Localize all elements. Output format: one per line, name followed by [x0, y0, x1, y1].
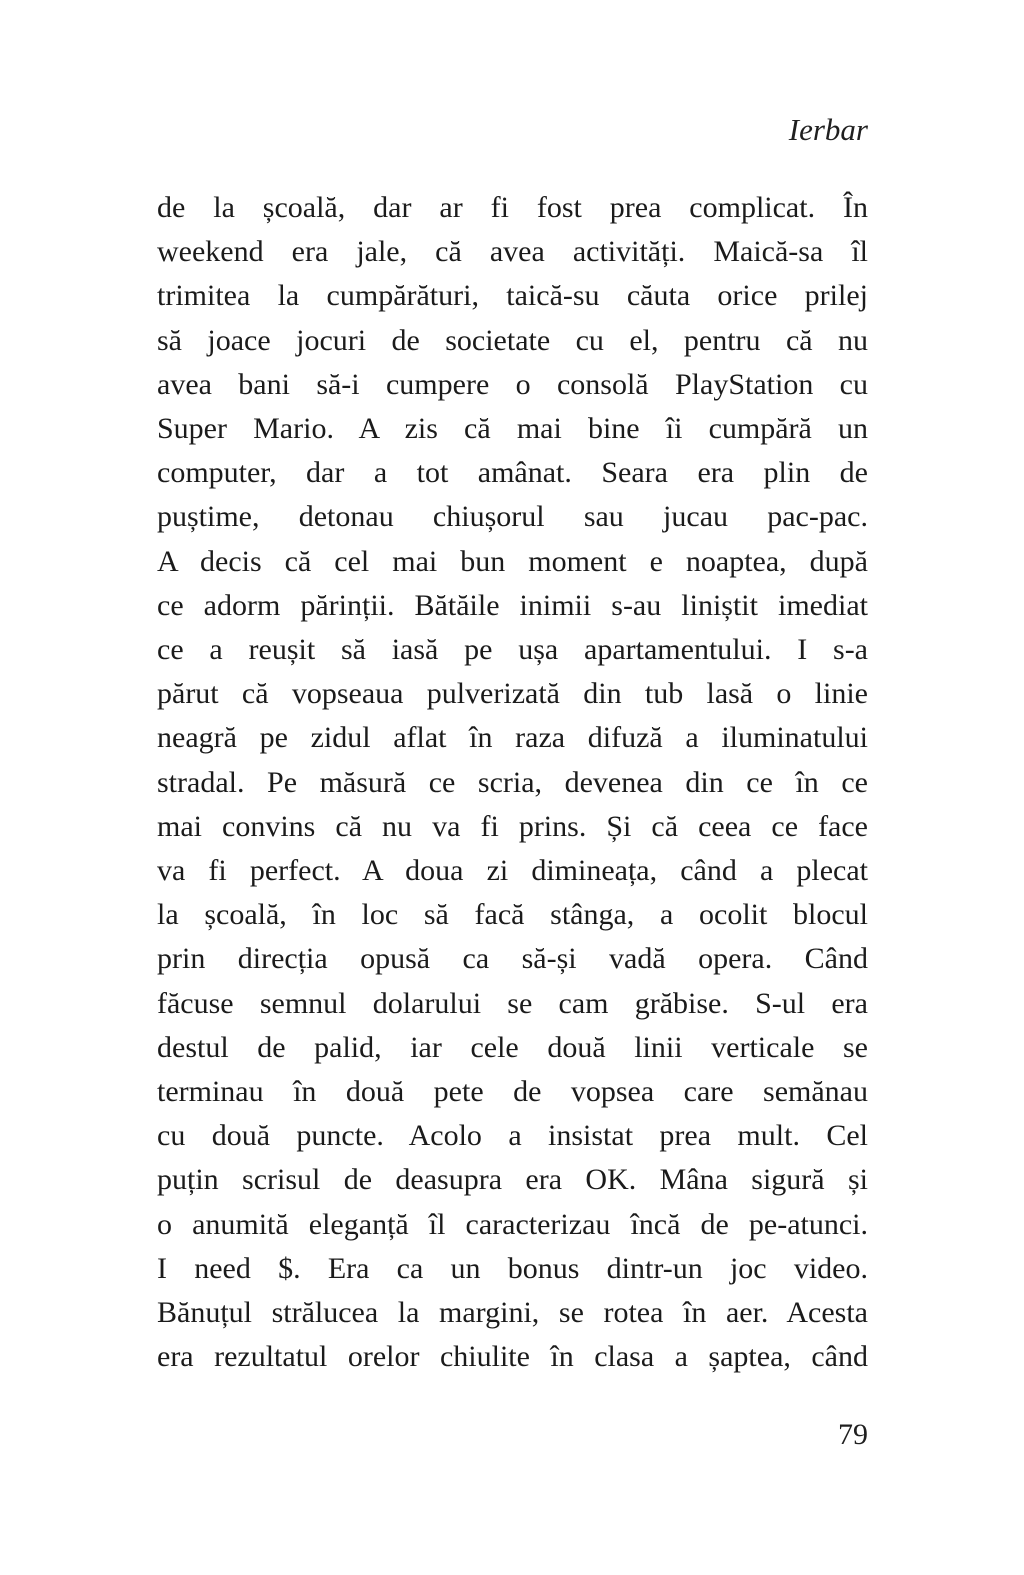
body-line: computer, dar a tot amânat. Seara era plin de [157, 456, 868, 490]
body-line: neagră pe zidul aflat în raza difuză a iluminatului [157, 721, 868, 755]
body-line: să joace jocuri de societate cu el, pentru că nu [157, 323, 868, 357]
body-line: trimitea la cumpărături, taică-su căuta orice prilej [157, 279, 868, 313]
body-line: weekend era jale, că avea activități. Maică-sa îl [157, 235, 868, 269]
body-line: părut că vopseaua pulverizată din tub lasă o linie [157, 677, 868, 711]
running-header: Ierbar [788, 112, 868, 147]
body-line: era rezultatul orelor chiulite în clasa a șaptea, când [157, 1340, 868, 1374]
body-line: prin direcția opusă ca să-și vadă opera. Când [157, 942, 868, 976]
body-line: destul de palid, iar cele două linii verticale se [157, 1030, 868, 1064]
page-number: 79 [838, 1418, 868, 1451]
body-line: va fi perfect. A doua zi dimineața, când a plecat [157, 854, 868, 888]
body-line: I need $. Era ca un bonus dintr-un joc video. [157, 1251, 868, 1285]
body-line: stradal. Pe măsură ce scria, devenea din ce în ce [157, 765, 868, 799]
body-line: puțin scrisul de deasupra era OK. Mâna sigură și [157, 1163, 868, 1197]
body-line: A decis că cel mai bun moment e noaptea, după [157, 544, 868, 578]
body-line: ce a reușit să iasă pe ușa apartamentului. I s-a [157, 633, 868, 667]
body-line: făcuse semnul dolarului se cam grăbise. S-ul era [157, 986, 868, 1020]
body-line: puștime, detonau chiușorul sau jucau pac-pac. [157, 500, 868, 534]
body-line: ce adorm părinții. Bătăile inimii s-au liniștit imediat [157, 588, 868, 622]
body-line: de la școală, dar ar fi fost prea complicat. În [157, 191, 868, 224]
body-line: cu două puncte. Acolo a insistat prea mult. Cel [157, 1119, 868, 1153]
body-line: mai convins că nu va fi prins. Și că ceea ce face [157, 809, 868, 843]
body-line: la școală, în loc să facă stânga, a ocolit blocul [157, 898, 868, 932]
page-body [157, 186, 868, 1379]
body-line: o anumită eleganță îl caracterizau încă de pe-atunci. [157, 1207, 868, 1241]
body-line: Bănuțul strălucea la margini, se rotea în aer. Acesta [157, 1296, 868, 1330]
body-line: Super Mario. A zis că mai bine îi cumpără un [157, 412, 868, 446]
body-line: terminau în două pete de vopsea care semănau [157, 1075, 868, 1109]
body-line: avea bani să-i cumpere o consolă PlayStation cu [157, 367, 868, 401]
